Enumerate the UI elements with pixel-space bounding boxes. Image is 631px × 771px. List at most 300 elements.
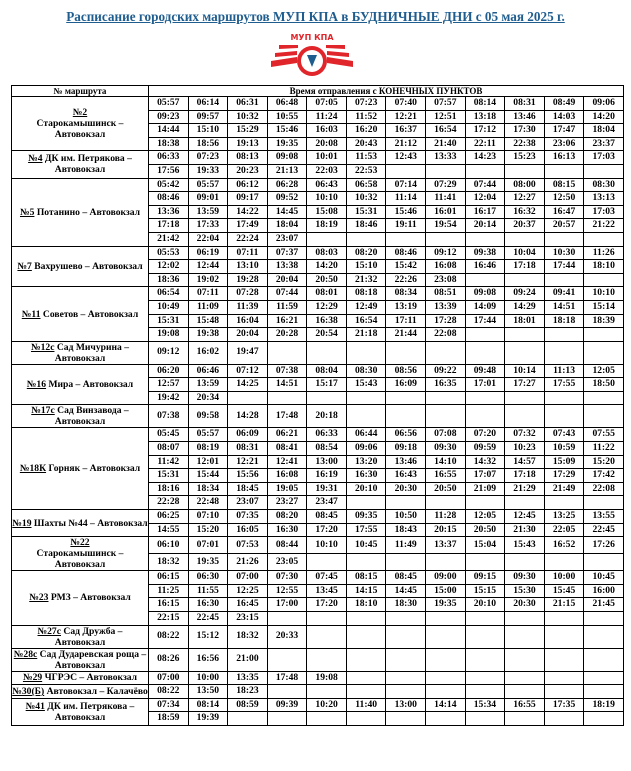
departure-time: 22:03 [307,164,347,178]
departure-time [346,685,386,699]
departure-time [267,685,307,699]
departure-time: 15:10 [188,124,228,138]
departure-time [426,612,466,626]
departure-time: 07:40 [386,97,426,111]
departure-time: 17:44 [465,314,505,328]
departure-time: 14:14 [426,698,466,712]
table-row [12,178,624,192]
departure-time: 06:25 [149,510,189,524]
departure-time [505,625,545,648]
departure-time: 19:35 [426,598,466,612]
departure-time: 07:38 [267,364,307,378]
departure-time: 22:24 [228,232,268,246]
departure-time: 08:00 [505,178,545,192]
departure-time [426,391,466,405]
departure-time: 07:45 [307,571,347,585]
departure-time: 09:00 [426,571,466,585]
departure-time: 10:01 [307,151,347,165]
departure-time: 08:44 [267,537,307,554]
departure-time: 16:46 [465,260,505,274]
departure-time: 14:57 [505,455,545,469]
departure-time [267,341,307,364]
departure-time [544,496,584,510]
departure-time [307,712,347,726]
departure-time: 12:25 [228,584,268,598]
route-number: №7 [17,260,32,272]
departure-time [426,671,466,685]
departure-time [346,554,386,571]
departure-time: 10:14 [505,364,545,378]
departure-time [267,391,307,405]
departure-time [465,648,505,671]
departure-time: 12:21 [228,455,268,469]
departure-time: 10:20 [307,698,347,712]
departure-time: 10:10 [307,192,347,206]
departure-time: 10:10 [584,287,624,301]
logo-text: МУП КПА [290,33,334,42]
departure-time: 20:28 [267,328,307,342]
departure-time [386,648,426,671]
departure-time: 09:30 [426,442,466,456]
table-row [12,364,624,378]
departure-time [386,671,426,685]
departure-time [426,496,466,510]
table-row [12,341,624,364]
departure-time: 07:01 [188,537,228,554]
page-title: Расписание городских маршрутов МУП КПА в БУДНИЧНЫЕ ДНИ с 05 мая 2025 г. [66,9,565,24]
departure-time: 16:55 [426,469,466,483]
departure-time: 17:20 [307,523,347,537]
departure-time: 23:27 [267,496,307,510]
departure-time: 09:41 [544,287,584,301]
departure-time: 12:02 [149,260,189,274]
departure-time: 15:31 [346,205,386,219]
departure-time: 07:32 [505,428,545,442]
departure-time: 23:07 [228,496,268,510]
departure-time: 14:22 [228,205,268,219]
departure-time: 07:29 [426,178,466,192]
departure-time: 15:00 [426,584,466,598]
departure-time: 20:50 [465,523,505,537]
departure-time: 13:36 [149,205,189,219]
departure-time: 20:33 [267,625,307,648]
departure-time: 16:38 [307,314,347,328]
departure-time: 22:45 [188,612,228,626]
route-number: №41 [25,700,45,712]
departure-time: 16:13 [544,151,584,165]
departure-time: 18:16 [149,482,189,496]
departure-time: 14:45 [267,205,307,219]
departure-time: 10:49 [149,300,189,314]
departure-time: 16:47 [544,205,584,219]
departure-time: 06:58 [346,178,386,192]
departure-time: 15:45 [544,584,584,598]
departure-time [426,554,466,571]
departure-time [544,232,584,246]
departure-time: 21:18 [346,328,386,342]
departure-time: 19:08 [307,671,347,685]
departure-time: 22:04 [188,232,228,246]
table-row [12,97,624,111]
departure-time: 19:08 [149,328,189,342]
departure-time: 13:59 [188,378,228,392]
departure-time [426,164,466,178]
departure-time: 07:11 [188,287,228,301]
departure-time [584,232,624,246]
route-name-cell [12,287,149,341]
departure-time: 22:08 [584,482,624,496]
route-destination: Старокамышинск – Автовокзал [36,118,124,141]
departure-time: 08:15 [544,178,584,192]
departure-time: 06:44 [346,428,386,442]
departure-time: 06:21 [267,428,307,442]
departure-time: 15:46 [267,124,307,138]
departure-time: 18:04 [267,219,307,233]
departure-time: 08:31 [228,442,268,456]
departure-time: 10:23 [505,442,545,456]
departure-time: 06:12 [228,178,268,192]
departure-time [544,554,584,571]
departure-time [584,671,624,685]
departure-time [544,648,584,671]
route-name-cell [12,178,149,246]
table-row [12,287,624,301]
departure-time: 14:55 [149,523,189,537]
departure-time: 07:00 [228,571,268,585]
departure-time [584,164,624,178]
departure-time: 19:35 [188,554,228,571]
departure-time: 20:15 [426,523,466,537]
departure-time: 08:45 [386,571,426,585]
departure-time: 20:57 [544,219,584,233]
departure-time: 11:53 [346,151,386,165]
departure-time: 14:25 [228,378,268,392]
departure-time [465,273,505,287]
departure-time: 07:57 [426,97,466,111]
departure-time: 07:12 [228,364,268,378]
departure-time: 22:48 [188,496,228,510]
departure-time: 14:51 [544,300,584,314]
departure-time: 13:10 [228,260,268,274]
departure-time [505,405,545,428]
departure-time: 11:13 [544,364,584,378]
departure-time: 14:44 [149,124,189,138]
departure-time [346,341,386,364]
departure-time: 17:49 [228,219,268,233]
route-name-cell [12,671,149,685]
route-number: №16 [26,379,47,391]
departure-time [544,625,584,648]
departure-time: 14:29 [505,300,545,314]
departure-time: 07:11 [228,246,268,260]
departure-time: 11:24 [307,110,347,124]
departure-time: 08:01 [307,287,347,301]
departure-time: 15:31 [149,314,189,328]
departure-time: 15:20 [188,523,228,537]
departure-time [307,391,347,405]
departure-time: 10:30 [544,246,584,260]
departure-time [307,612,347,626]
departure-time: 21:30 [505,523,545,537]
departure-time: 15:44 [188,469,228,483]
departure-time [346,648,386,671]
departure-time: 19:54 [426,219,466,233]
departure-time: 22:11 [465,137,505,151]
departure-time: 15:20 [584,455,624,469]
departure-time: 06:09 [228,428,268,442]
departure-time: 08:34 [386,287,426,301]
departure-time: 15:43 [346,378,386,392]
departure-time: 18:46 [346,219,386,233]
departure-time [544,341,584,364]
departure-time: 18:32 [149,554,189,571]
departure-time: 11:39 [228,300,268,314]
route-number: №23 [29,592,49,604]
departure-time: 07:37 [267,246,307,260]
table-row [12,510,624,524]
departure-time: 22:08 [426,328,466,342]
departure-time: 13:50 [188,685,228,699]
departure-time: 12:29 [307,300,347,314]
departure-time: 06:14 [188,97,228,111]
departure-time: 11:26 [584,246,624,260]
departure-time [386,554,426,571]
departure-time: 09:24 [505,287,545,301]
departure-time: 17:18 [505,260,545,274]
departure-time: 12:04 [465,192,505,206]
route-destination: ДК им. Петрякова – Автовокзал [44,153,132,176]
departure-time [584,391,624,405]
departure-time: 06:56 [386,428,426,442]
departure-time: 08:22 [149,625,189,648]
departure-time [505,554,545,571]
departure-time: 10:10 [307,537,347,554]
departure-time: 07:10 [188,510,228,524]
departure-time: 17:00 [267,598,307,612]
departure-time [465,496,505,510]
departure-time: 21:12 [386,137,426,151]
departure-time: 07:34 [149,698,189,712]
departure-time [505,612,545,626]
departure-time: 08:45 [307,510,347,524]
departure-time: 09:18 [386,442,426,456]
departure-time [465,391,505,405]
departure-time: 21:44 [386,328,426,342]
departure-time: 19:42 [149,391,189,405]
departure-time: 13:39 [426,300,466,314]
table-row [12,671,624,685]
departure-time: 10:45 [584,571,624,585]
departure-time: 14:45 [386,584,426,598]
table-row [12,405,624,428]
table-row [12,151,624,165]
departure-time: 07:30 [267,571,307,585]
route-number: №28с [13,648,38,660]
departure-time [465,328,505,342]
departure-time: 14:15 [346,584,386,598]
route-destination: Старокамышинск – Автовокзал [36,548,124,571]
departure-time: 20:50 [426,482,466,496]
departure-time: 15:31 [149,469,189,483]
route-number: №19 [12,517,32,529]
departure-time [426,232,466,246]
route-name-cell [12,510,149,537]
times-column-header: Время отправления с КОНЕЧНЫХ ПУНКТОВ [149,86,624,97]
route-number: №29 [22,672,43,684]
departure-time: 09:22 [426,364,466,378]
departure-time: 09:38 [465,246,505,260]
route-number: №17с [31,405,55,417]
departure-time: 15:46 [386,205,426,219]
departure-time: 11:52 [346,110,386,124]
departure-time: 17:48 [267,405,307,428]
departure-time: 16:45 [228,598,268,612]
departure-time: 17:07 [465,469,505,483]
departure-time: 07:08 [426,428,466,442]
departure-time [346,496,386,510]
departure-time [386,685,426,699]
departure-time: 09:15 [465,571,505,585]
departure-time [267,612,307,626]
departure-time: 15:08 [307,205,347,219]
departure-time [267,712,307,726]
departure-time: 11:09 [188,300,228,314]
departure-time: 11:55 [188,584,228,598]
departure-time: 05:57 [188,178,228,192]
departure-time: 19:39 [188,712,228,726]
departure-time: 18:10 [346,598,386,612]
departure-time: 20:30 [386,482,426,496]
departure-time: 22:05 [544,523,584,537]
departure-time: 20:23 [228,164,268,178]
departure-time [426,685,466,699]
table-row [12,698,624,712]
departure-time: 08:56 [386,364,426,378]
departure-time [584,273,624,287]
departure-time: 08:04 [307,364,347,378]
departure-time: 15:43 [505,537,545,554]
departure-time [426,341,466,364]
route-destination: Вахрушево – Автовокзал [34,260,143,272]
departure-time: 06:33 [149,151,189,165]
departure-time: 21:22 [584,219,624,233]
departure-time: 15:29 [228,124,268,138]
departure-time: 06:10 [149,537,189,554]
departure-time [544,273,584,287]
departure-time: 20:30 [505,598,545,612]
departure-time: 15:09 [544,455,584,469]
departure-time: 17:20 [307,598,347,612]
departure-time: 09:08 [267,151,307,165]
route-column-header: № маршрута [12,86,149,97]
departure-time: 09:17 [228,192,268,206]
departure-time: 20:50 [307,273,347,287]
departure-time [505,391,545,405]
departure-time: 09:23 [149,110,189,124]
route-name-cell [12,341,149,364]
departure-time: 16:30 [188,598,228,612]
departure-time: 16:54 [346,314,386,328]
route-name-cell [12,364,149,405]
departure-time: 12:01 [188,455,228,469]
departure-time: 16:32 [505,205,545,219]
departure-time: 17:18 [149,219,189,233]
departure-time: 12:27 [505,192,545,206]
departure-time: 19:13 [228,137,268,151]
departure-time: 08:20 [346,246,386,260]
route-name-cell [12,428,149,510]
departure-time: 18:50 [584,378,624,392]
route-destination: РМЗ – Автовокзал [50,592,131,604]
departure-time: 19:02 [188,273,228,287]
departure-time: 19:33 [188,164,228,178]
departure-time: 23:07 [267,232,307,246]
departure-time: 17:03 [584,205,624,219]
route-name-cell [12,648,149,671]
departure-time: 12:49 [346,300,386,314]
departure-time: 09:57 [188,110,228,124]
departure-time [544,164,584,178]
departure-time [307,648,347,671]
departure-time: 11:14 [386,192,426,206]
route-name-cell [12,246,149,287]
departure-time: 11:40 [346,698,386,712]
departure-time: 07:23 [188,151,228,165]
departure-time: 12:51 [426,110,466,124]
departure-time: 05:53 [149,246,189,260]
route-destination: Мира – Автовокзал [48,379,134,391]
departure-time: 08:19 [188,442,228,456]
departure-time: 19:28 [228,273,268,287]
departure-time: 08:18 [346,287,386,301]
departure-time [307,625,347,648]
table-row [12,428,624,442]
departure-time: 06:31 [228,97,268,111]
departure-time: 16:17 [465,205,505,219]
departure-time [386,341,426,364]
departure-time: 23:47 [307,496,347,510]
route-destination: Советов – Автовокзал [42,308,139,320]
departure-time: 09:06 [584,97,624,111]
departure-time: 06:48 [267,97,307,111]
departure-time [505,232,545,246]
departure-time: 16:03 [307,124,347,138]
departure-time: 07:05 [307,97,347,111]
departure-time: 21:40 [426,137,466,151]
departure-time: 20:54 [307,328,347,342]
departure-time: 07:20 [465,428,505,442]
departure-time [465,405,505,428]
departure-time: 07:28 [228,287,268,301]
departure-time: 05:57 [149,97,189,111]
departure-time: 23:08 [426,273,466,287]
departure-time: 13:33 [426,151,466,165]
departure-time: 17:47 [544,124,584,138]
departure-time: 20:04 [228,328,268,342]
departure-time: 17:03 [584,151,624,165]
departure-time: 21:15 [544,598,584,612]
route-number: №30(Б) [12,685,45,697]
departure-time: 19:47 [228,341,268,364]
departure-time: 12:55 [267,584,307,598]
departure-time: 09:01 [188,192,228,206]
departure-time [505,671,545,685]
departure-time [307,685,347,699]
departure-time [465,232,505,246]
departure-time: 18:19 [584,698,624,712]
route-number: №18К [19,463,47,475]
departure-time: 11:49 [386,537,426,554]
